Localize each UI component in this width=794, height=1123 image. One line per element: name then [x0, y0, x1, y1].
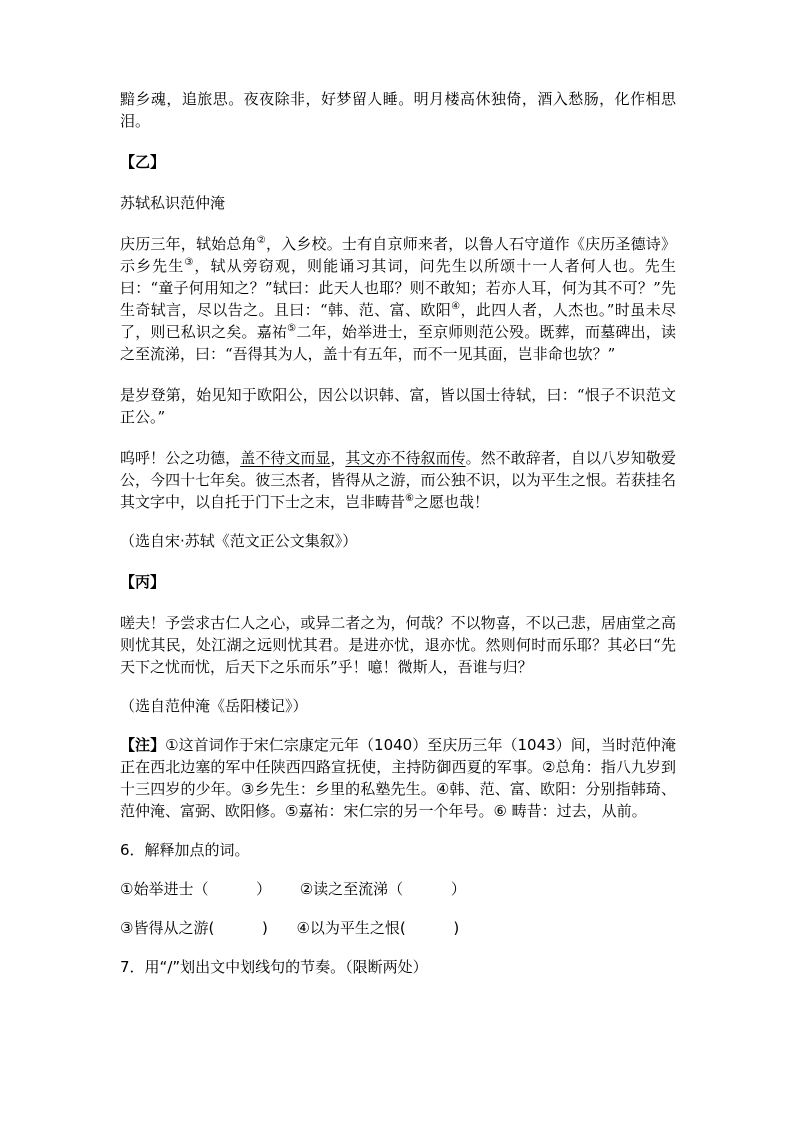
section-bing-paragraph: 嗟夫！予尝求古仁人之心，或异二者之为，何哉？不以物喜，不以己悲，居庙堂之高则忧其民，处江湖之远则忧其君。是进亦忧，退亦忧。然则何时而乐耶？其必曰“先天下之忧而忧，后天下之乐而乐”乎！噫！微斯人，吾谁与归？	[120, 614, 676, 676]
text-run: 庆历三年，轼始总角	[120, 235, 257, 253]
section-yi-paragraph-1	[120, 233, 676, 365]
text-run: ，入乡校。士有自京师来者，以鲁人石守道作《庆历圣德诗》示乡先生	[120, 235, 676, 275]
document-page	[120, 88, 676, 978]
question-7-title: 7．用“/”划出文中划线句的节奏。（限断两处）	[120, 958, 428, 976]
text-run: ，此四人者，人杰也。”时虽未尽了，则已私识之矣。嘉祐	[120, 301, 677, 341]
notes-text: ①这首词作于宋仁宗康定元年（1040）至庆历三年（1043）间，当时范仲淹正在西北边塞的军中任陕西四路宣抚使，主持防御西夏的军事。②总角：指八九岁到十三四岁的少年。③乡先生：乡里的私塾先生。④韩、范、富、欧阳：分别指韩琦、范仲淹、富弼、欧阳修。⑤嘉祐：宋仁宗的另一个年号。⑥ 畴昔：过去，从前。	[120, 736, 676, 820]
notes-tag: 【注】	[120, 736, 166, 754]
text-run: 之愿也哉！	[413, 493, 489, 511]
footnote-marker: ⑤	[287, 323, 297, 334]
question-6-row-2: ③皆得从之游( ) ④以为平生之恨( )	[120, 919, 460, 937]
question-6-title: 6．解释加点的词。	[120, 841, 250, 859]
section-bing-source: （选自范仲淹《岳阳楼记》）	[120, 697, 308, 715]
text-run: 。然不敢辞者，自以八岁知敬爱公，今四十七年矣。彼三杰者，皆得从之游，而公独不识，以为平生之恨。若获挂名其文字中，以自托于门下士之末，岂非畴昔	[120, 449, 676, 511]
text-run: ，轼从旁窃观，则能诵习其词，问先生以所颂十一人者何人也。先生曰：“童子何用知之？”轼曰：此天人也耶？则不敢知；若亦人耳，何为其不可？”先生奇轼言，尽以告之。且曰：“韩、范、富、欧阳	[120, 257, 676, 319]
poem-tail-text: 黯乡魂，追旅思。夜夜除非，好梦留人睡。明月楼高休独倚，酒入愁肠，化作相思泪。	[120, 90, 676, 130]
section-yi-paragraph-3	[120, 447, 676, 513]
underlined-sentence-2: 其文亦不待叙而传	[345, 449, 466, 467]
text-run: 二年，始举进士，至京师则范公殁。既葬，而墓碑出，读之至流涕，曰：“吾得其为人，盖十有五年，而不一见其面，岂非命也欤？”	[120, 323, 676, 363]
underlined-sentence-1: 盖不待文而显	[240, 449, 331, 467]
section-yi-heading: 【乙】	[120, 153, 166, 171]
section-bing-heading: 【丙】	[120, 573, 166, 591]
footnote-marker: ⑥	[405, 493, 414, 504]
text-run: ，	[330, 449, 346, 467]
notes-block	[120, 734, 676, 822]
section-yi-source: （选自宋·苏轼《范文正公文集叙》）	[120, 532, 358, 550]
footnote-marker: ④	[451, 301, 461, 312]
footnote-marker: ③	[184, 257, 195, 268]
footnote-marker: ②	[256, 235, 266, 246]
section-yi-title: 苏轼私识范仲淹	[120, 194, 226, 212]
section-yi-paragraph-2: 是岁登第，始见知于欧阳公，因公以识韩、富，皆以国士待轼，曰：“恨子不识范文正公。”	[120, 386, 676, 426]
text-run: 呜呼！公之功德，	[120, 449, 241, 467]
question-6-row-1: ①始举进士（ ） ②读之至流涕（ ）	[120, 880, 466, 898]
